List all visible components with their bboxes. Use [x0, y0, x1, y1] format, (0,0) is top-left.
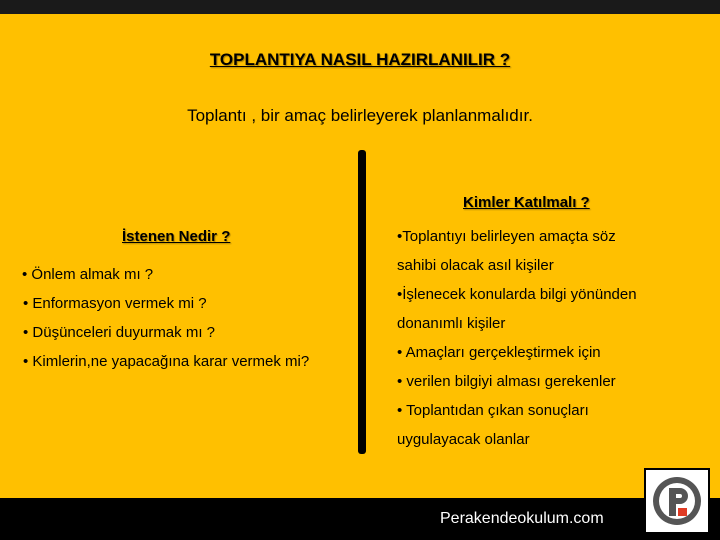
- footer-bar: [0, 498, 720, 540]
- right-text-line: •Toplantıyı belirleyen amaçta söz: [397, 228, 616, 245]
- right-column-text: [397, 222, 697, 454]
- left-list-item: • Enformasyon vermek mi ?: [23, 295, 207, 312]
- column-divider: [358, 150, 366, 454]
- brand-logo: [644, 468, 710, 534]
- slide-subtitle: Toplantı , bir amaç belirleyerek planlanmalıdır.: [187, 106, 533, 125]
- right-text-line: • verilen bilgiyi alması gerekenler: [397, 373, 616, 390]
- right-text-line: •İşlenecek konularda bilgi yönünden: [397, 286, 637, 303]
- slide-title: TOPLANTIYA NASIL HAZIRLANILIR ?: [209, 50, 511, 69]
- right-text-line: uygulayacak olanlar: [397, 431, 530, 448]
- right-column-heading: Kimler Katılmalı ?: [463, 194, 590, 211]
- right-text-line: sahibi olacak asıl kişiler: [397, 257, 554, 274]
- right-text-line: donanımlı kişiler: [397, 315, 506, 332]
- logo-accent: [678, 508, 687, 516]
- logo-p-icon: [646, 470, 708, 532]
- left-list-item: • Kimlerin,ne yapacağına karar vermek mi?: [23, 353, 310, 370]
- footer-brand: Perakendeokulum.com: [440, 510, 604, 527]
- right-text-line: • Toplantıdan çıkan sonuçları: [397, 402, 589, 419]
- right-text-line: • Amaçları gerçekleştirmek için: [397, 344, 601, 361]
- left-list-item: • Düşünceleri duyurmak mı ?: [23, 324, 215, 341]
- left-list-item: • Önlem almak mı ?: [22, 266, 154, 283]
- left-column-heading: İstenen Nedir ?: [122, 228, 231, 245]
